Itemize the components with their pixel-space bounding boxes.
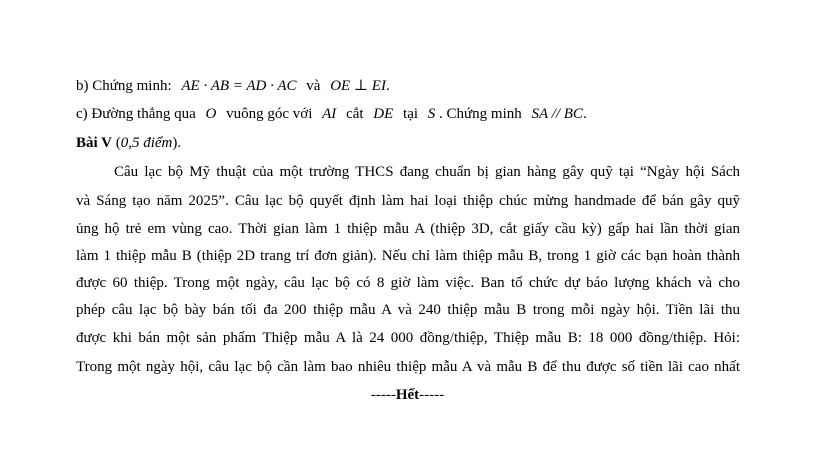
paragraph-line-6: phép câu lạc bộ bày bán tối đa 200 thiệp mẫu A và 240 thiệp mẫu B trong mỗi ngày hội. Tiền lãi thu [76, 302, 740, 318]
part-c-segment-ai: AI [322, 106, 337, 122]
exercise-heading [76, 133, 740, 153]
part-b-prefix: b) Chứng minh: [76, 78, 172, 94]
paragraph-line-3: ủng hộ trẻ em vùng cao. Thời gian làm 1 thiệp mẫu A (thiệp 3D, cắt giấy cầu kỳ) gấp hai lần thời gian [76, 221, 740, 237]
part-c-parallel-expression: SA // BC [531, 106, 583, 122]
part-c-text-4: tại [403, 106, 419, 122]
part-c-text-3: cắt [346, 106, 364, 122]
exercise-points: 0,5 điểm [120, 135, 173, 151]
end-dashes-right: ----- [419, 387, 445, 403]
part-c-line [76, 104, 740, 124]
part-c-text-5: . Chứng minh [439, 106, 522, 122]
exercise-points-close: ). [172, 135, 182, 151]
part-b-line [76, 76, 740, 96]
paragraph-line-5: được 60 thiệp. Trong một ngày, câu lạc bộ có 8 giờ làm việc. Ban tổ chức dự báo lượng khách và cho [76, 275, 740, 291]
part-c-text-1: c) Đường thẳng qua [76, 106, 196, 122]
part-c-segment-de: DE [373, 106, 394, 122]
part-c-point-o: O [205, 106, 217, 122]
paragraph-line-4: làm 1 thiệp mẫu B (thiệp 2D trang trí đơn giản). Nếu chỉ làm thiệp mẫu B, trong 1 giờ các bạn hoàn thành [76, 248, 740, 264]
paragraph-line-1: Câu lạc bộ Mỹ thuật của một trường THCS đang chuẩn bị gian hàng gây quỹ tại “Ngày hội Sách [114, 164, 740, 180]
paragraph-line-7: được khi bán một sản phẩm Thiệp mẫu A là 24 000 đồng/thiệp, Thiệp mẫu B: 18 000 đồng/thiệp. Hỏi: [76, 330, 740, 346]
end-marker [0, 385, 815, 405]
part-c-text-2: vuông góc với [226, 106, 313, 122]
exercise-title: Bài V [76, 135, 112, 151]
exercise-points-open: ( [115, 135, 121, 151]
paragraph-line-8: Trong một ngày hội, câu lạc bộ cần làm bao nhiêu thiệp mẫu A và mẫu B để thu được số tiền lãi cao nhất [76, 359, 740, 375]
part-c-point-s: S [427, 106, 436, 122]
part-b-end: . [385, 78, 390, 94]
end-dashes-left: ----- [370, 387, 396, 403]
part-b-conjunction: và [306, 78, 321, 94]
part-b-expression-1: AE · AB = AD · AC [181, 78, 297, 94]
paragraph-line-2: và Sáng tạo năm 2025”. Câu lạc bộ quyết định làm hai loại thiệp chúc mừng handmade để bán gây quỹ [76, 193, 740, 209]
part-c-end: . [582, 106, 587, 122]
end-text: Hết [395, 387, 420, 403]
part-b-expression-2: OE ⊥ EI [330, 78, 386, 94]
